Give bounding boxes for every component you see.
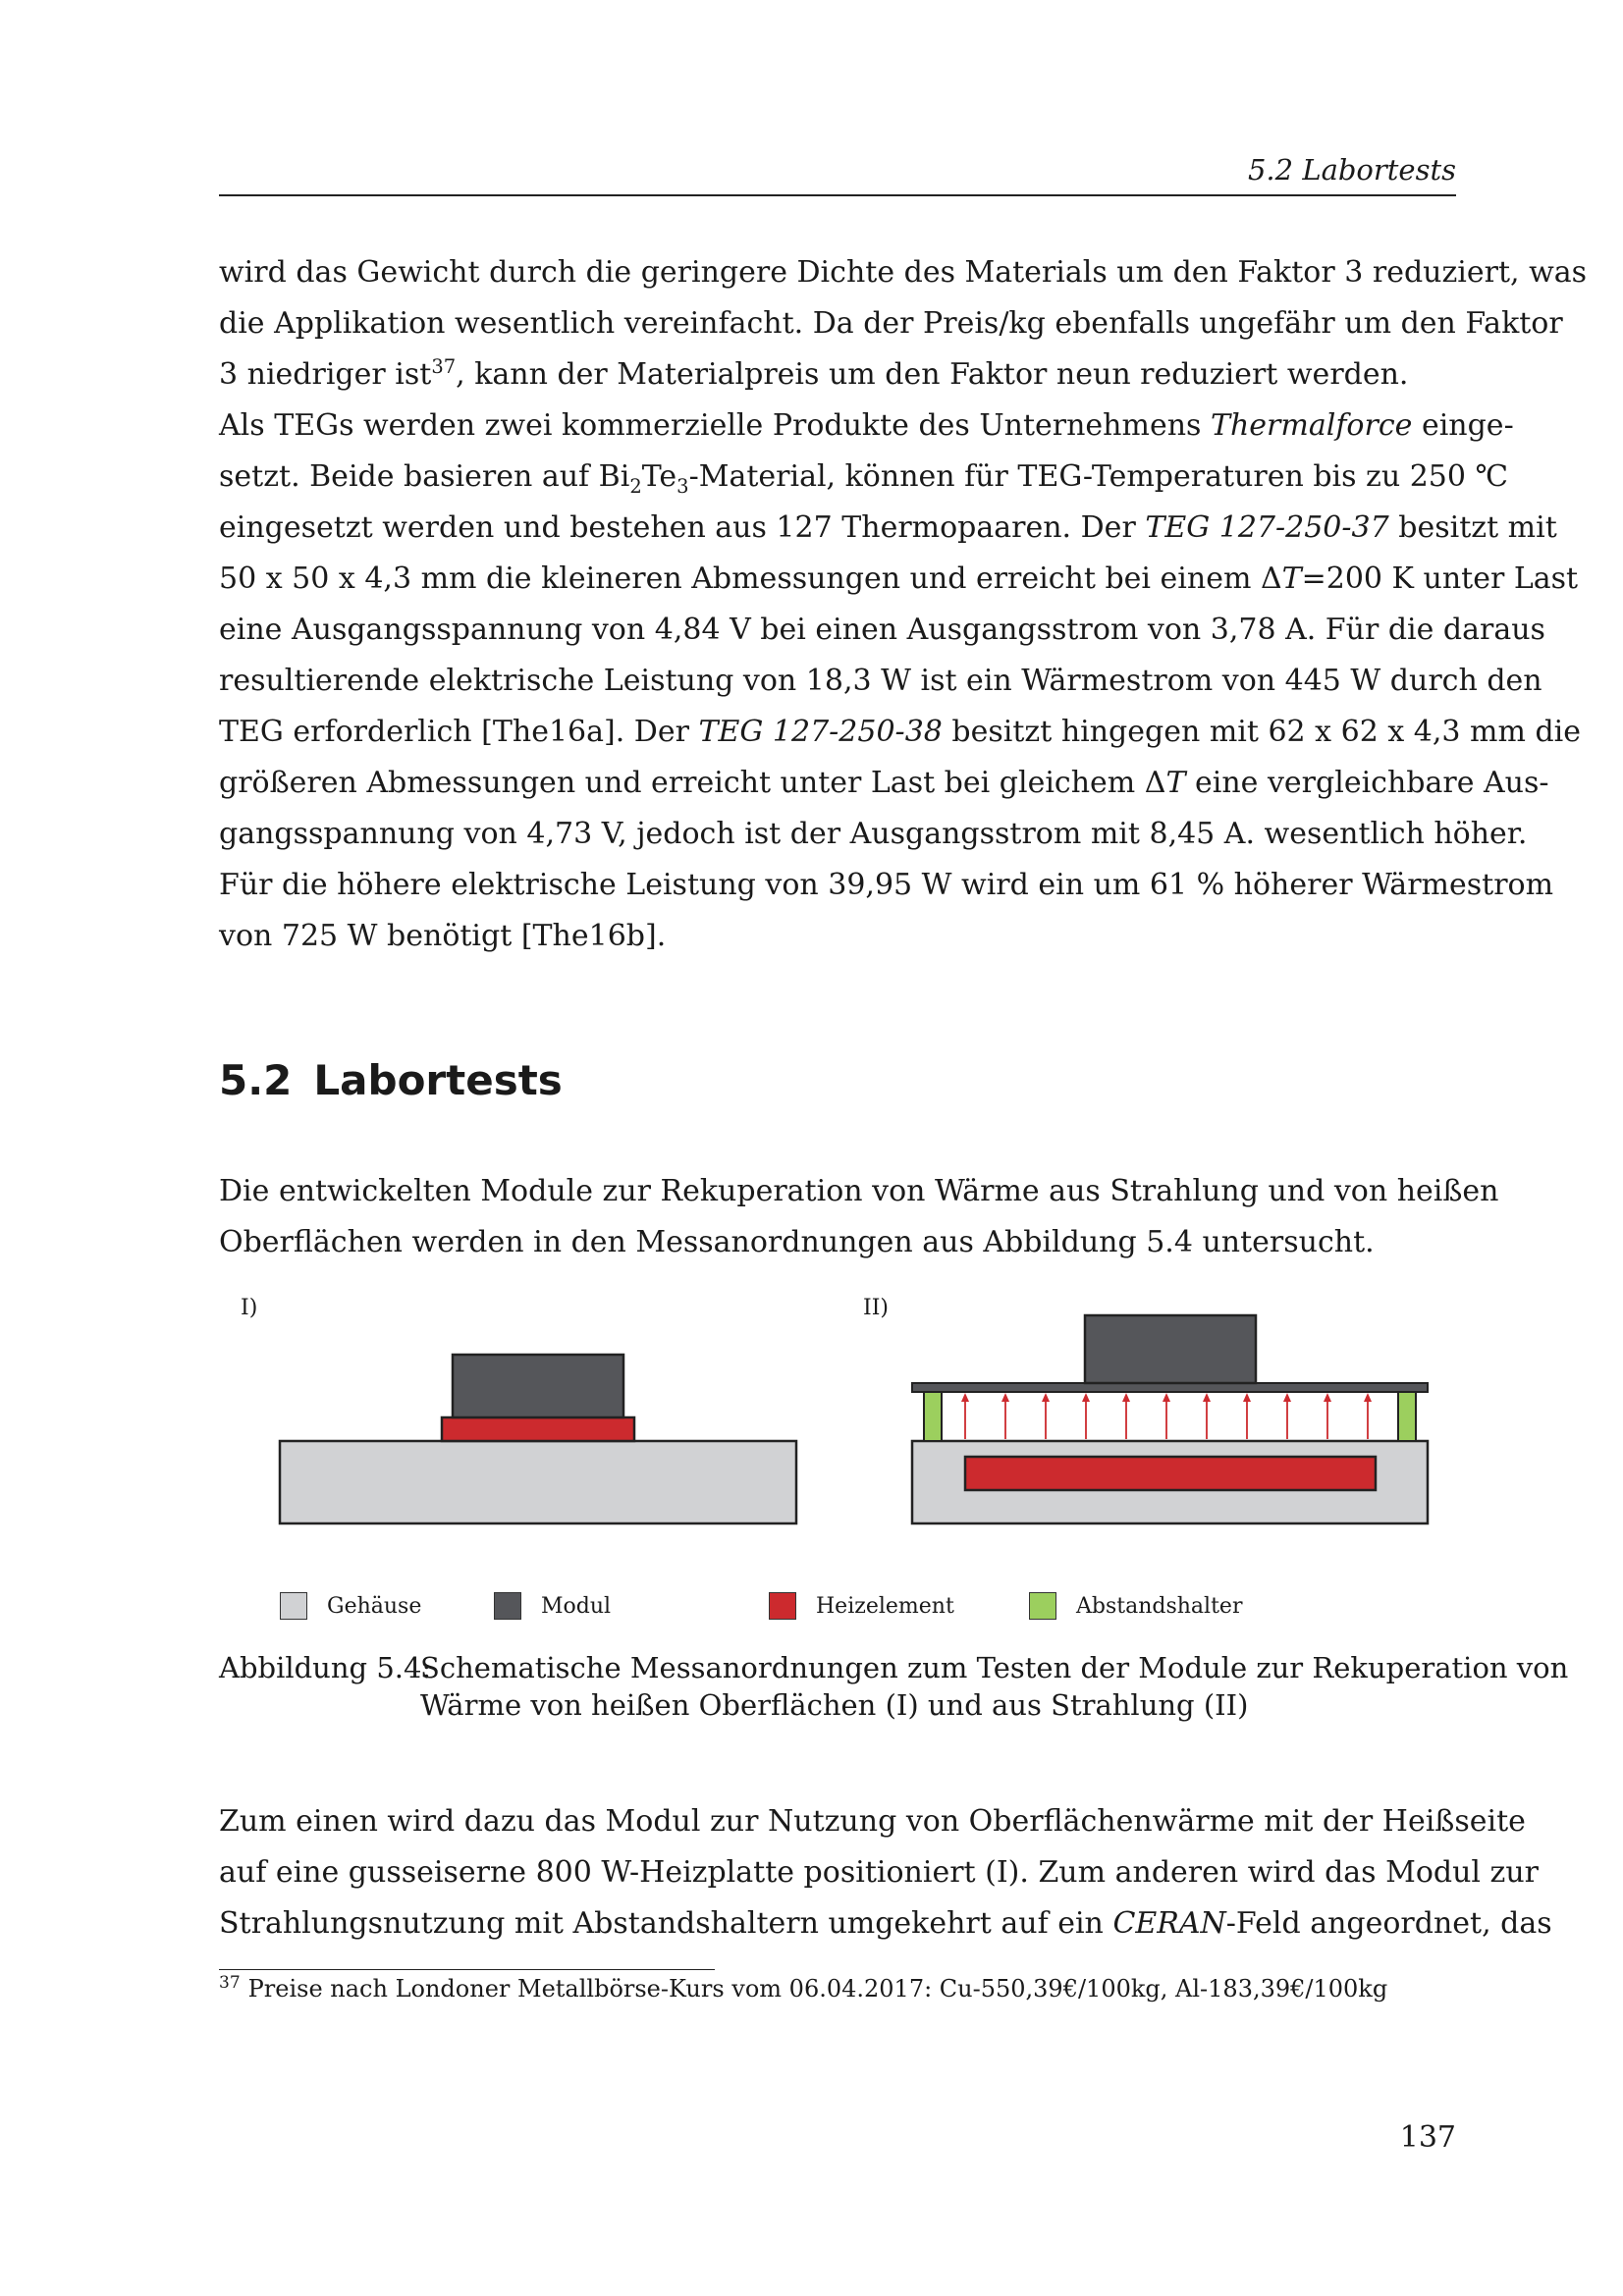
text-line: wird das Gewicht durch die geringere Dichte des Materials um den Faktor 3 reduziert, was (219, 255, 1588, 290)
text-line: Zum einen wird dazu das Modul zur Nutzung von Oberflächenwärme mit der Heißseite (219, 1804, 1526, 1839)
gehaeuse-block-1 (280, 1441, 796, 1523)
text-line: resultierende elektrische Leistung von 18,3 W ist ein Wärmestrom von 445 W durch den (219, 664, 1542, 698)
footnote (219, 1975, 1387, 2002)
plate-2 (912, 1383, 1428, 1392)
text-line: die Applikation wesentlich vereinfacht. Da der Preis/kg ebenfalls ungefähr um den Faktor (219, 306, 1563, 341)
footnote-mark: 37 (219, 1973, 241, 1993)
caption-label: Abbildung 5.4: (219, 1651, 432, 1684)
running-header (219, 145, 1456, 196)
running-title: 5.2 Labortests (1247, 153, 1456, 187)
radiation-arrow-head (1042, 1393, 1050, 1402)
radiation-arrow-head (1324, 1393, 1331, 1402)
legend-item-abstandshalter: Abstandshalter (1029, 1592, 1242, 1620)
radiation-arrow-head (1122, 1393, 1130, 1402)
legend-swatch (1029, 1592, 1056, 1620)
text-line: 50 x 50 x 4,3 mm die kleineren Abmessungen und erreicht bei einem ΔT=200 K unter Last (219, 561, 1579, 596)
heizelement-2 (965, 1457, 1376, 1490)
footnote-text: Preise nach Londoner Metallbörse-Kurs vom 06.04.2017: Cu-550,39€/100kg, Al-183,39€/100kg (247, 1975, 1388, 2002)
paragraph-3 (219, 1166, 1499, 1268)
radiation-arrow-head (1283, 1393, 1291, 1402)
caption-text: Schematische Messanordnungen zum Testen der Module zur Rekuperation von Wärme von heißen Oberflächen (I) und aus Strahlung (II) (420, 1651, 1569, 1722)
radiation-arrow-head (1243, 1393, 1251, 1402)
text-line: TEG erforderlich [The16a]. Der TEG 127-250-38 besitzt hingegen mit 62 x 62 x 4,3 mm die (219, 715, 1582, 749)
text-line: setzt. Beide basieren auf $Bi_2Te_3$-Material, können für TEG-Temperaturen bis zu 250 ℃ (219, 459, 1509, 498)
modul-1 (453, 1355, 623, 1417)
text-line: 3 niedriger ist$^{37}$, kann der Materialpreis um den Faktor neun reduziert werden. (219, 355, 1409, 392)
legend-item-modul: Modul (494, 1592, 611, 1620)
text-line: Strahlungsnutzung mit Abstandshaltern umgekehrt auf ein CERAN-Feld angeordnet, das (219, 1906, 1552, 1941)
legend-item-gehaeuse: Gehäuse (280, 1592, 421, 1620)
paragraph-4 (219, 1796, 1552, 1949)
footnote-ref: 37 (431, 355, 457, 378)
text-line: größeren Abmessungen und erreicht unter Last bei gleichem ΔT eine vergleichbare Aus- (219, 766, 1549, 800)
footnote-rule (219, 1969, 715, 1970)
figure-diagram (219, 1296, 1456, 1590)
text-line: auf eine gusseiserne 800 W-Heizplatte positioniert (I). Zum anderen wird das Modul zur (219, 1855, 1540, 1890)
text-line: Oberflächen werden in den Messanordnungen aus Abbildung 5.4 untersucht. (219, 1225, 1375, 1259)
text-line: Als TEGs werden zwei kommerzielle Produkte des Unternehmens Thermalforce einge- (219, 408, 1514, 443)
panel-label-2: II) (863, 1296, 889, 1320)
radiation-arrow-head (1001, 1393, 1009, 1402)
figure-5-4 (219, 1296, 1456, 1629)
section-number: 5.2 (219, 1056, 293, 1104)
text-line: gangsspannung von 4,73 V, jedoch ist der Ausgangsstrom mit 8,45 A. wesentlich höher. (219, 817, 1528, 851)
section-heading (219, 1056, 563, 1104)
paragraph-2 (219, 400, 1582, 962)
abstandshalter-left (924, 1392, 942, 1441)
radiation-arrow-head (1203, 1393, 1211, 1402)
text-line: Die entwickelten Module zur Rekuperation von Wärme aus Strahlung und von heißen (219, 1174, 1499, 1208)
text-line: von 725 W benötigt [The16b]. (219, 919, 667, 953)
radiation-arrow-head (961, 1393, 969, 1402)
panel-label-1: I) (241, 1296, 258, 1320)
legend-swatch (280, 1592, 307, 1620)
paragraph-1 (219, 247, 1588, 400)
legend-item-heizelement: Heizelement (769, 1592, 954, 1620)
modul-2 (1085, 1315, 1256, 1383)
text-line: eingesetzt werden und bestehen aus 127 Thermopaaren. Der TEG 127-250-37 besitzt mit (219, 510, 1557, 545)
legend-swatch (769, 1592, 796, 1620)
abstandshalter-right (1398, 1392, 1416, 1441)
text-line: Für die höhere elektrische Leistung von 39,95 W wird ein um 61 % höherer Wärmestrom (219, 868, 1554, 902)
radiation-arrow-head (1082, 1393, 1090, 1402)
heizelement-1 (442, 1417, 634, 1441)
page-number: 137 (1399, 2120, 1456, 2155)
radiation-arrows (961, 1393, 1372, 1439)
radiation-arrow-head (1163, 1393, 1170, 1402)
legend-swatch (494, 1592, 521, 1620)
text-line: eine Ausgangsspannung von 4,84 V bei einen Ausgangsstrom von 3,78 A. Für die daraus (219, 613, 1545, 647)
section-title: Labortests (313, 1056, 563, 1104)
figure-legend (219, 1592, 1456, 1631)
radiation-arrow-head (1364, 1393, 1372, 1402)
